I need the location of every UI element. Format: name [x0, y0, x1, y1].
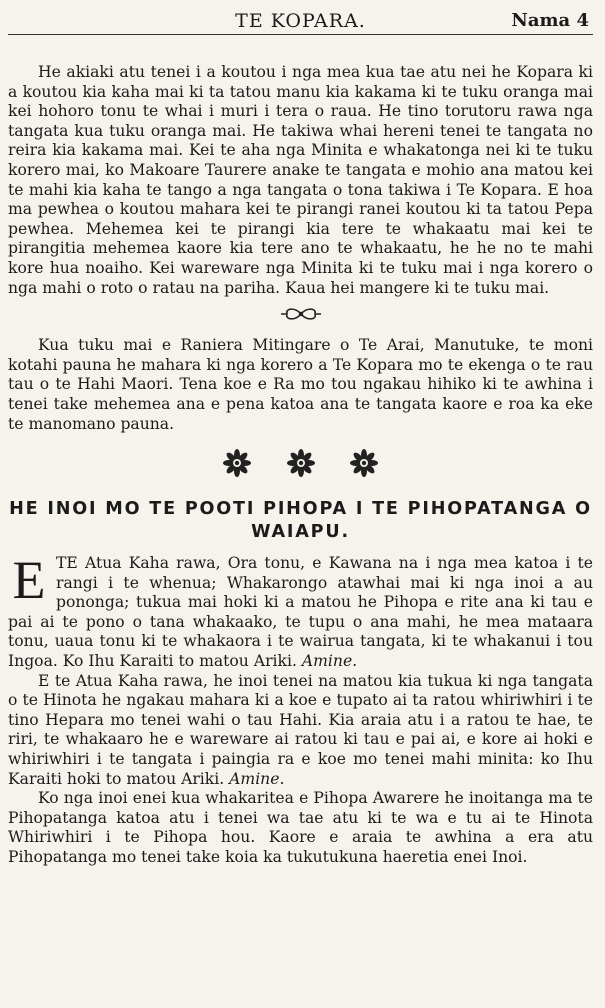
prayer-section — [8, 550, 593, 868]
amen-1: Amine. — [301, 652, 358, 671]
prayer-text-2: E te Atua Kaha rawa, he inoi tenei na matou kia tukua ki nga tangata o te Hinota he ngakau mahara ki a koe e tupato ai ta ratou whiriwhiri i te tino Hepara mo tenei wahi o tau Hahi. Kia araia atu i a ratou te hae, te riri, te whakaaro he e wareware ai ratou ki tau e pai ai, e kore ai hoki e whiriwhiri i te tangata i paingia ra e koe mo tenei mahi minita: ko Ihu Karaiti hoki to matou Ariki. — [8, 671, 593, 788]
bow-ornament-icon — [279, 306, 323, 322]
star-ornaments — [8, 448, 593, 478]
donation-paragraph: Kua tuku mai e Raniera Mitingare o Te Arai, Manutuke, te moni kotahi pauna he mahara ki nga korero a Te Kopara mo te ekenga o te rau tau o te Hahi Maori. Tena koe e Ra mo tou ngakau hihiko ki te awhina i tenei take mehemea ana e pena katoa ana te tangata kaore e roa ka eke te manomano pauna. — [8, 336, 593, 433]
ornament-divider — [8, 306, 593, 326]
flower-ornament-icon — [286, 448, 316, 478]
prayer-paragraph-2 — [8, 672, 593, 790]
page-header — [8, 6, 593, 35]
page-title: TE KOPARA. — [235, 10, 366, 32]
notice-section — [8, 63, 593, 298]
page-number: Nama 4 — [511, 10, 589, 31]
notice-paragraph: He akiaki atu tenei i a koutou i nga mea kua tae atu nei he Kopara ki a koutou kia kaha mai ki ta tatou manu kia kakama ki te tuku oranga mai kei hohoro tonu te whai i muri i tera o raua. He tino torutoru rawa nga tangata kua tuku oranga mai. He takiwa whai hereni tenei te tangata no reira kia kakama mai. Kei te aha nga Minita e whakatonga nei ki te tuku korero mai, ko Makoare Taurere anake te tangata e mohio ana matou kei te mahi kia kaha te tango a nga tangata o tona takiwa i Te Kopara. E hoa ma pewhea o koutou mahara kei te pirangi ranei koutou ki ta tatou Pepa pewhea. Mehemea kei te pirangi kia tere te whakaatu mai kei te pirangitia mehemea kaore kia tere ano te whakaatu, he he no te mahi kore hua noaiho. Kei wareware nga Minita ki te tuku mai i nga korero o nga mahi o roto o ratau na pariha. Kaua hei mangere ki te tuku mai. — [8, 63, 593, 297]
drop-cap: E — [12, 550, 46, 611]
prayer-text-1: TE Atua Kaha rawa, Ora tonu, e Kawana na i nga mea katoa i te rangi i te whenua; Whakarongo atawhai mai ki nga inoi a au pononga; tukua mai hoki ki a matou he Pihopa e rite ana ki tau e pai ai te pono o tana whakaako, te tupu o ana mahi, he mea mataara tonu, uaua tonu ki te whakaora i te wairua tangata, ki te whakanui i tou Ingoa. Ko Ihu Karaiti to matou Ariki. — [8, 554, 593, 671]
flower-ornament-icon — [349, 448, 379, 478]
flower-ornament-icon — [222, 448, 252, 478]
donation-section — [8, 336, 593, 434]
prayer-paragraph-1 — [8, 550, 593, 672]
amen-2: Amine. — [229, 769, 285, 788]
prayer-heading: HE INOI MO TE POOTI PIHOPA I TE PIHOPATANGA O WAIAPU. — [9, 499, 592, 543]
prayer-paragraph-3: Ko nga inoi enei kua whakaritea e Pihopa Awarere he inoitanga ma te Pihopatanga katoa atu i tenei wa tae atu ki te wa e tu ai te Hinota Whiriwhiri i te Pihopa hou. Kaore e araia te awhina a era atu Pihopatanga mo tenei take koia ka tukutukuna haeretia enei Inoi. — [8, 789, 593, 866]
